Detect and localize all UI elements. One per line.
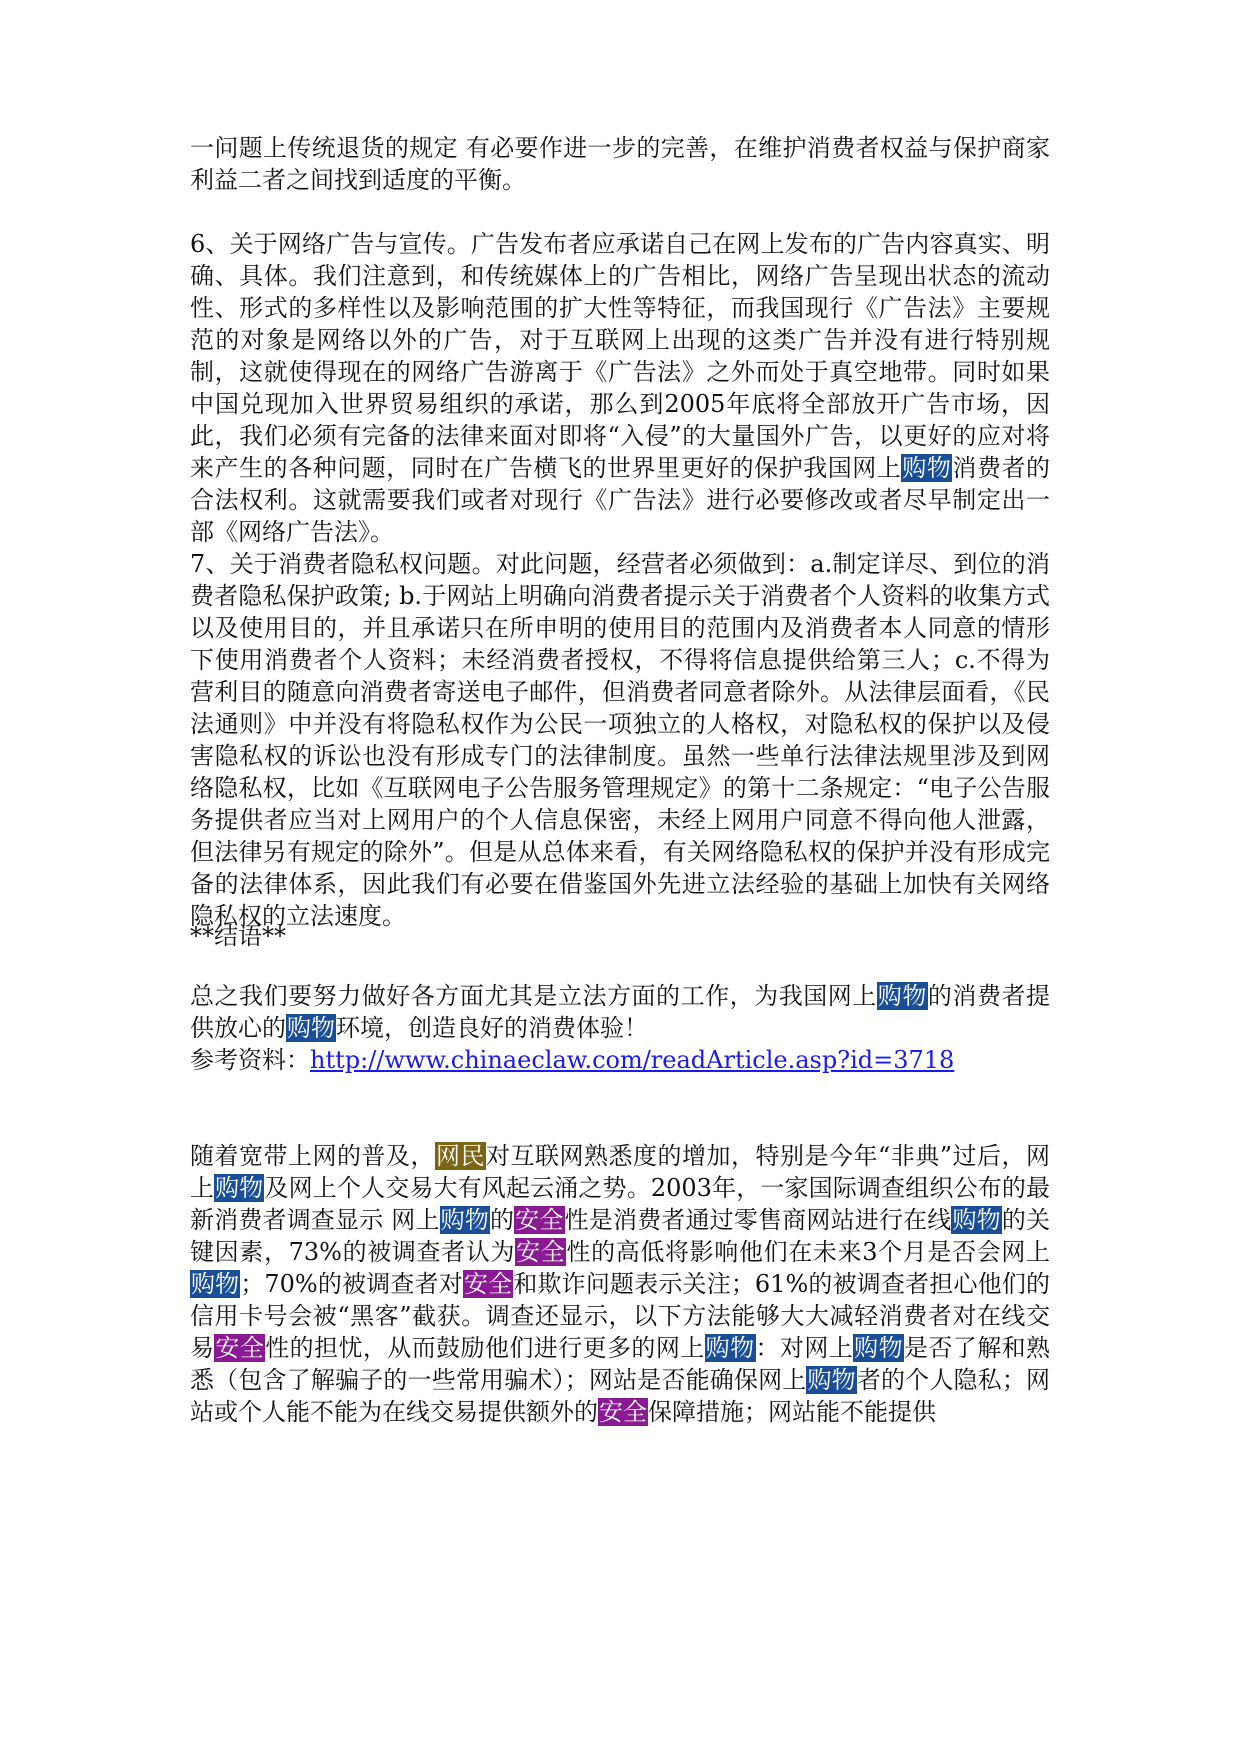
paragraph-text: 及网上个人交易大有风起云涌之势。2003年，一家国际调查组织公布的最新消费者调查显示 网上 [190,1174,1051,1234]
paragraph-text: 7、关于消费者隐私权问题。对此问题，经营者必须做到：a.制定详尽、到位的消费者隐私保护政策; b.于网站上明确向消费者提示关于消费者个人资料的收集方式以及使用目的，并且承诺只在所申明的使用目的范围内及消费者本人同意的情形下使用消费者个人资料；未经消费者授权，不得将信息提供给第三人；c.不得为营利目的随意向消费者寄送电子邮件，但消费者同意者除外。从法律层面看，《民法通则》中并没有将隐私权作为公民一项独立的人格权，对隐私权的保护以及侵害隐私权的诉讼也没有形成专门的法律制度。虽然一些单行法律法规里涉及到网络隐私权，比如《互联网电子公告服务管理规定》的第十二条规定：“电子公告服务提供者应当对上网用户的个人信息保密，未经上网用户同意不得向他人泄露，但法律另有规定的除外”。但是从总体来看，有关网络隐私权的保护并没有形成完备的法律体系，因此我们有必要在借鉴国外先进立法经验的基础上加快有关网络隐私权的立法速度。 [190,550,1050,930]
highlight-keyword-anquan: 安全 [463,1270,513,1298]
paragraph-text: 的消费者提供放心的 [190,982,1051,1042]
paragraph-text: 随着宽带上网的普及， [190,1142,435,1170]
paragraph-text: 是否了解和熟悉（包含了解骗子的一些常用骗术）；网站是否能确保网上 [190,1334,1051,1394]
highlight-keyword-goumai: 购物 [215,1174,264,1202]
paragraph-text: 消费者的合法权利。这就需要我们或者对现行《广告法》进行必要修改或者尽早制定出一部《网络广告法》。 [190,454,1051,546]
highlight-keyword-anquan: 安全 [515,1206,564,1234]
reference-line [190,1044,1050,1076]
highlight-keyword-goumai: 购物 [854,1334,903,1362]
paragraph-text: 性的高低将影响他们在未来3个月是否会网上 [566,1238,1050,1266]
reference-link[interactable]: http://www.chinaeclaw.com/readArticle.asp?id=3718 [310,1046,955,1074]
paragraph-text: 环境，创造良好的消费体验！ [336,1014,648,1042]
paragraph-text: 性的担忧，从而鼓励他们进行更多的网上 [265,1334,705,1362]
heading-conclusion: **结语** [190,922,286,950]
highlight-keyword-goumai: 购物 [287,1014,335,1042]
paragraph-return-policy [190,132,1050,196]
paragraph-privacy [190,548,1050,932]
highlight-keyword-goumai: 购物 [952,1206,1001,1234]
highlight-keyword-goumai: 购物 [902,454,952,482]
paragraph-text: 的 [490,1206,515,1234]
highlight-keyword-wangmin: 网民 [436,1142,485,1170]
paragraph-online-advertising [190,228,1050,548]
highlight-keyword-goumai: 购物 [440,1206,490,1234]
highlight-keyword-anquan: 安全 [516,1238,566,1266]
highlight-keyword-goumai: 购物 [807,1366,856,1394]
paragraph-online-shopping-security [190,1140,1050,1428]
paragraph-text: 者的个人隐私；网站或个人能不能为在线交易提供额外的 [190,1366,1051,1426]
reference-label: 参考资料： [190,1046,310,1074]
paragraph-conclusion [190,980,1050,1076]
paragraph-text: 一问题上传统退货的规定 有必要作进一步的完善，在维护消费者权益与保护商家利益二者之间找到适度的平衡。 [190,134,1050,194]
paragraph-text: 对互联网熟悉度的增加，特别是今年“非典”过后，网上 [190,1142,1051,1202]
paragraph-text: 的关键因素，73%的被调查者认为 [190,1206,1051,1266]
highlight-keyword-anquan: 安全 [215,1334,265,1362]
paragraph-text: 总之我们要努力做好各方面尤其是立法方面的工作，为我国网上 [190,982,877,1010]
highlight-keyword-goumai: 购物 [877,982,927,1010]
paragraph-text: 性是消费者通过零售商网站进行在线 [564,1206,952,1234]
paragraph-text: 保障措施；网站能不能提供 [648,1398,936,1426]
highlight-keyword-anquan: 安全 [599,1398,647,1426]
paragraph-text: ；70%的被调查者对 [240,1270,463,1298]
highlight-keyword-goumai: 购物 [705,1334,755,1362]
paragraph-text: 和欺诈问题表示关注；61%的被调查者担心他们的信用卡号会被“黑客”截获。调查还显示，以下方法能够大大减轻消费者对在线交易 [190,1270,1051,1362]
paragraph-text: 6、关于网络广告与宣传。广告发布者应承诺自己在网上发布的广告内容真实、明确、具体。我们注意到，和传统媒体上的广告相比，网络广告呈现出状态的流动性、形式的多样性以及影响范围的扩大性等特征，而我国现行《广告法》主要规范的对象是网络以外的广告，对于互联网上出现的这类广告并没有进行特别规制，这就使得现在的网络广告游离于《广告法》之外而处于真空地带。同时如果中国兑现加入世界贸易组织的承诺，那么到2005年底将全部放开广告市场，因此，我们必须有完备的法律来面对即将“入侵”的大量国外广告，以更好的应对将来产生的各种问题，同时在广告横飞的世界里更好的保护我国网上 [190,230,1050,482]
highlight-keyword-goumai: 购物 [191,1270,240,1298]
paragraph-text: ：对网上 [755,1334,854,1362]
